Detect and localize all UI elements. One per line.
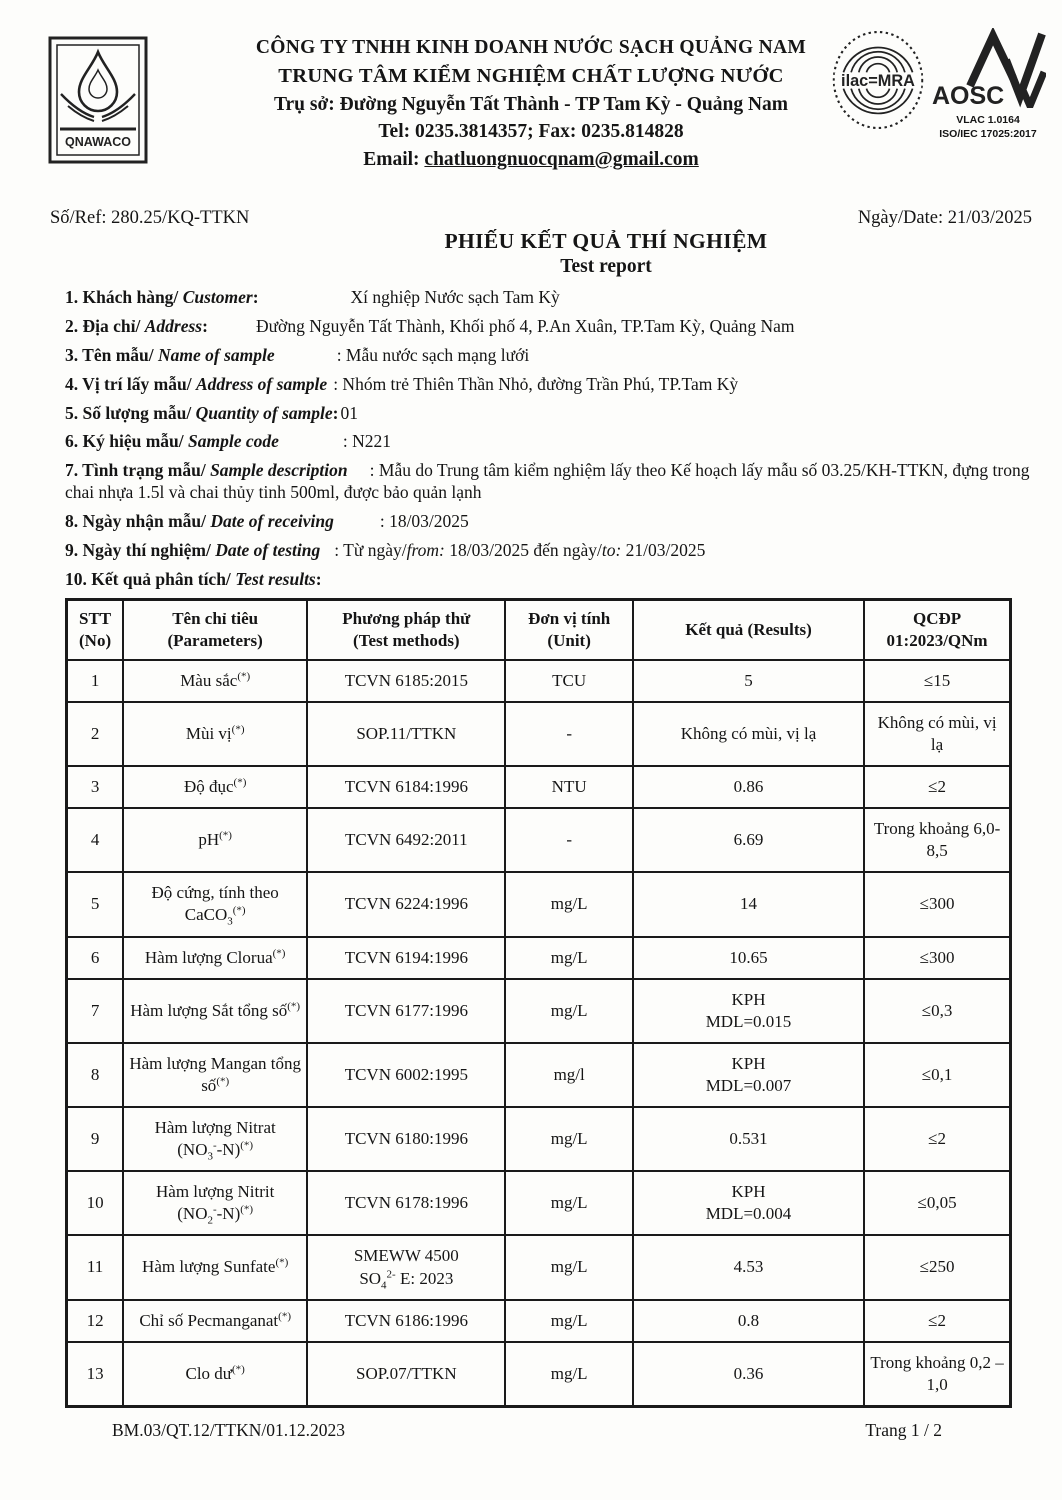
cell-result: 10.65 [633,937,864,979]
report-title: PHIẾU KẾT QUẢ THÍ NGHIỆM [444,229,768,253]
cell-result: 6.69 [633,808,864,872]
info-line-8 [65,511,1037,533]
info-line-6 [65,431,1037,453]
cell-limit: ≤0,1 [864,1043,1010,1107]
cell-no: 8 [67,1043,124,1107]
cell-limit: ≤15 [864,660,1010,702]
cell-no: 11 [67,1235,124,1299]
cell-limit: ≤2 [864,1300,1010,1342]
email-label: Email: [363,149,420,171]
table-row [67,937,1011,979]
cell-parameter: Độ đục(*) [123,766,307,808]
info-list [65,287,1037,591]
accreditation-marks [830,28,1046,141]
cell-unit: mg/L [505,1107,632,1171]
cell-method: TCVN 6185:2015 [307,660,505,702]
cell-limit: ≤300 [864,872,1010,936]
cell-parameter: Chỉ số Pecmanganat(*) [123,1300,307,1342]
cell-result: KPH MDL=0.015 [633,979,864,1043]
table-row [67,1107,1011,1171]
cell-limit: Trong khoảng 0,2 – 1,0 [864,1342,1010,1407]
info-label: 1. Khách hàng/ Customer: [65,287,259,307]
cell-unit: mg/L [505,937,632,979]
report-subtitle: Test report [560,256,652,277]
cell-result: Không có mùi, vị lạ [633,702,864,766]
info-line-2 [65,316,1037,338]
cell-unit: - [505,808,632,872]
cell-unit: mg/L [505,872,632,936]
cell-unit: mg/L [505,1300,632,1342]
info-label: 10. Kết quả phân tích/ Test results: [65,568,322,589]
results-header-row [67,599,1011,660]
cell-no: 10 [67,1171,124,1235]
ref-number: Số/Ref: 280.25/KQ-TTKN [50,208,250,228]
cell-result: 14 [633,872,864,936]
cell-parameter: Hàm lượng Clorua(*) [123,937,307,979]
company-name: CÔNG TY TNHH KINH DOANH NƯỚC SẠCH QUẢNG NAM [255,37,807,58]
cell-method: SOP.11/TTKN [307,702,505,766]
table-row [67,1235,1011,1299]
info-line-3 [65,345,1037,367]
cell-no: 13 [67,1342,124,1407]
info-value: : Mẫu do Trung tâm kiểm nghiệm lấy theo Kế hoạch lấy mẫu số 03.25/KH-TTKN, đựng trong chai nhựa 1.5l và chai thủy tinh 500ml, được bảo quản lạnh [65,460,1030,503]
svg-text:AOSC: AOSC [932,82,1005,108]
cell-limit: ≤0,05 [864,1171,1010,1235]
info-value: Xí nghiệp Nước sạch Tam Kỳ [350,287,560,307]
info-value: : Từ ngày/from: 18/03/2025 đến ngày/to: 21/03/2025 [334,539,706,560]
info-value: 01 [340,402,358,423]
letterhead-text [178,34,884,174]
cell-parameter: Clo dư(*) [123,1342,307,1407]
table-row [67,1300,1011,1342]
column-header: Phương pháp thử (Test methods) [307,599,505,660]
cell-result: KPH MDL=0.007 [633,1043,864,1107]
cell-result: 5 [633,660,864,702]
info-value: : N221 [342,431,392,452]
cell-unit: mg/L [505,1235,632,1299]
cell-method: TCVN 6178:1996 [307,1171,505,1235]
info-value: Đường Nguyễn Tất Thành, Khối phố 4, P.An Xuân, TP.Tam Kỳ, Quảng Nam [255,315,795,336]
table-row [67,702,1011,766]
water-drop-emblem-icon [48,36,148,164]
cell-no: 5 [67,872,124,936]
tel-fax-line: Tel: 0235.3814357; Fax: 0235.814828 [378,121,684,143]
cell-unit: mg/L [505,1171,632,1235]
letterhead [0,0,1062,206]
info-line-5 [65,403,1037,425]
cell-parameter: Hàm lượng Sắt tổng số(*) [123,979,307,1043]
ilac-mra-stamp-icon [830,28,926,132]
cell-result: KPH MDL=0.004 [633,1171,864,1235]
title-block [0,229,1062,278]
cell-limit: ≤2 [864,766,1010,808]
aosc-logo-icon [930,28,1046,108]
cell-no: 7 [67,979,124,1043]
info-label: 2. Địa chỉ/ Address: [65,315,208,336]
meta-row [0,208,1062,229]
cell-result: 4.53 [633,1235,864,1299]
info-line-1 [65,287,1037,309]
cell-result: 0.36 [633,1342,864,1407]
info-label: 4. Vị trí lấy mẫu/ Address of sample [65,373,328,394]
svg-text:QNAWACO: QNAWACO [65,135,131,149]
iso-code: ISO/IEC 17025:2017 [939,128,1037,141]
aosc-mark [930,28,1046,141]
cell-parameter: Hàm lượng Mangan tổng số(*) [123,1043,307,1107]
page-footer [112,1420,942,1459]
cell-result: 0.8 [633,1300,864,1342]
cell-method: TCVN 6002:1995 [307,1043,505,1107]
head-office-address: Trụ sở: Đường Nguyễn Tất Thành - TP Tam Kỳ - Quảng Nam [273,93,789,115]
cell-no: 9 [67,1107,124,1171]
cell-method: TCVN 6186:1996 [307,1300,505,1342]
column-header: Kết quả (Results) [633,599,864,660]
table-row [67,979,1011,1043]
cell-no: 3 [67,766,124,808]
cell-no: 1 [67,660,124,702]
info-label: 9. Ngày thí nghiệm/ Date of testing [65,539,321,560]
report-date: Ngày/Date: 21/03/2025 [857,208,1032,228]
form-code: BM.03/QT.12/TTKN/01.12.2023 [112,1419,346,1440]
info-line-10 [65,569,1037,591]
column-header: Đơn vị tính (Unit) [505,599,632,660]
info-line-9 [65,540,1037,562]
cell-no: 4 [67,808,124,872]
cell-parameter: Mùi vị(*) [123,702,307,766]
table-row [67,1043,1011,1107]
cell-unit: - [505,702,632,766]
table-row [67,766,1011,808]
cell-method: TCVN 6180:1996 [307,1107,505,1171]
cell-unit: mg/L [505,1342,632,1407]
table-row [67,1342,1011,1407]
table-row [67,660,1011,702]
svg-text:ilac=MRA: ilac=MRA [841,71,915,90]
email-line [178,146,884,174]
cell-result: 0.86 [633,766,864,808]
info-label: 5. Số lượng mẫu/ Quantity of sample: [65,402,339,423]
cell-unit: NTU [505,766,632,808]
info-label: 8. Ngày nhận mẫu/ Date of receiving [65,511,334,531]
center-name: TRUNG TÂM KIỂM NGHIỆM CHẤT LƯỢNG NƯỚC [278,64,784,87]
cell-method: TCVN 6194:1996 [307,937,505,979]
table-row [67,1171,1011,1235]
page-number: Trang 1 / 2 [865,1419,942,1440]
cell-method: SOP.07/TTKN [307,1342,505,1407]
cell-limit: ≤250 [864,1235,1010,1299]
cell-method: TCVN 6184:1996 [307,766,505,808]
qnawaco-logo [48,36,148,169]
results-table [65,598,1012,1408]
info-value: : Nhóm trẻ Thiên Thần Nhỏ, đường Trần Phú, TP.Tam Kỳ [333,373,739,394]
cell-limit: ≤0,3 [864,979,1010,1043]
info-line-4 [65,374,1037,396]
cell-unit: mg/l [505,1043,632,1107]
cell-no: 2 [67,702,124,766]
cell-method: TCVN 6177:1996 [307,979,505,1043]
vlac-code: VLAC 1.0164 [956,114,1020,126]
cell-parameter: Hàm lượng Nitrat $(NO_3^--N)^{(*)}$ [123,1107,307,1171]
cell-parameter: Độ cứng, tính theo CaCO$_3$(*) [123,872,307,936]
cell-unit: TCU [505,660,632,702]
info-value: : Mẫu nước sạch mạng lưới [336,344,530,365]
cell-parameter: pH(*) [123,808,307,872]
cell-method: TCVN 6224:1996 [307,872,505,936]
column-header: QCĐP 01:2023/QNm [864,599,1010,660]
cell-method: SMEWW 4500 $SO_4^{2-}$ E: 2023 [307,1235,505,1299]
info-label: 3. Tên mẫu/ Name of sample [65,344,275,365]
column-header: Tên chỉ tiêu (Parameters) [123,599,307,660]
table-row [67,808,1011,872]
cell-limit: Trong khoảng 6,0-8,5 [864,808,1010,872]
cell-parameter: Màu sắc(*) [123,660,307,702]
column-header: STT (No) [67,599,124,660]
cell-limit: Không có mùi, vị lạ [864,702,1010,766]
info-line-7 [65,460,1037,504]
cell-method: TCVN 6492:2011 [307,808,505,872]
table-row [67,872,1011,936]
info-value: : 18/03/2025 [379,511,469,531]
cell-result: 0.531 [633,1107,864,1171]
info-label: 6. Ký hiệu mẫu/ Sample code [65,431,279,452]
cell-unit: mg/L [505,979,632,1043]
email-address: chatluongnuocqnam@gmail.com [424,149,699,171]
cell-no: 12 [67,1300,124,1342]
cell-no: 6 [67,937,124,979]
results-table-body [67,660,1011,1407]
cell-limit: ≤300 [864,937,1010,979]
cell-parameter: Hàm lượng Sunfate(*) [123,1235,307,1299]
cell-parameter: Hàm lượng Nitrit $(NO_2^--N)^{(*)}$ [123,1171,307,1235]
cell-limit: ≤2 [864,1107,1010,1171]
info-label: 7. Tình trạng mẫu/ Sample description [65,460,348,481]
